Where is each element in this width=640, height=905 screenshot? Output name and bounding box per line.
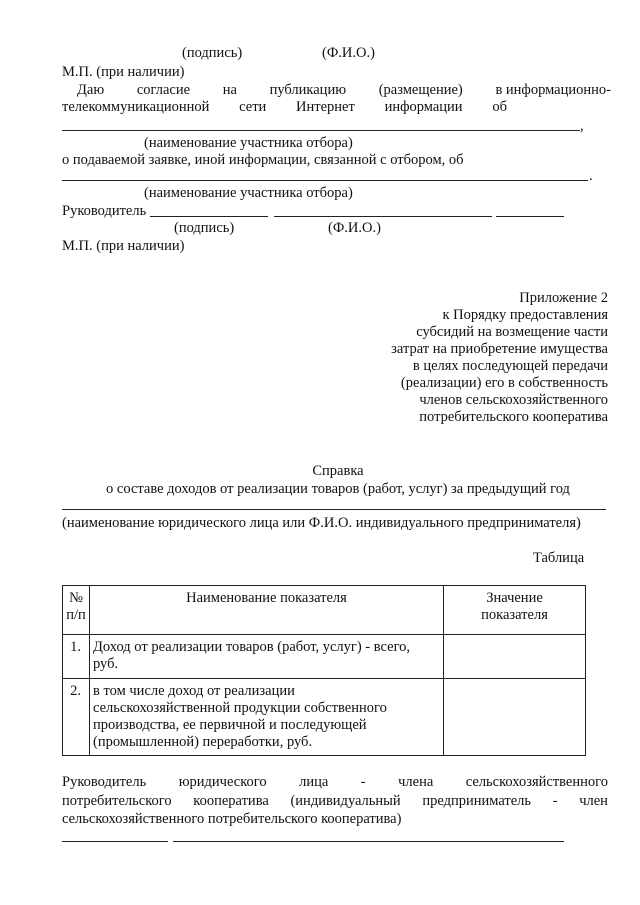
row-name: Доход от реализации товаров (работ, услуг) - всего, руб. [90, 635, 444, 679]
appendix-line: (реализации) его в собственность [400, 375, 608, 391]
row-number: 2. [63, 679, 90, 756]
header-indicator-value: Значение показателя [444, 586, 586, 635]
appendix-line: к Порядку предоставления [442, 307, 608, 323]
header-number: № п/п [63, 586, 90, 635]
income-table [62, 585, 586, 756]
seal-label-2: М.П. (при наличии) [62, 238, 185, 254]
appendix-line: Приложение 2 [519, 290, 608, 306]
consent-line-1: Даю согласие на публикацию (размещение) в информационно- [77, 82, 611, 98]
row-value [444, 635, 586, 679]
table-row [63, 635, 586, 679]
head-signature-line [150, 216, 268, 217]
comma: , [580, 118, 584, 134]
participant-name-label: (наименование участника отбора) [144, 135, 353, 151]
footer-line-1: Руководитель юридического лица - члена сельскохозяйственного [62, 774, 608, 790]
signature-label-2: (подпись) [174, 220, 235, 236]
head-extra-line [496, 216, 564, 217]
consent-line-2: телекоммуникационной сети Интернет информации об [62, 99, 507, 115]
participant-name-line-2 [62, 180, 588, 181]
footer-fio-line [173, 841, 564, 842]
appendix-line: потребительского кооператива [419, 409, 608, 425]
table-label: Таблица [533, 550, 585, 566]
appendix-line: в целях последующей передачи [412, 358, 608, 374]
seal-label: М.П. (при наличии) [62, 64, 185, 80]
certificate-title: Справка [312, 463, 364, 479]
row-number: 1. [63, 635, 90, 679]
head-label: Руководитель [62, 203, 147, 219]
head-fio-line [274, 216, 492, 217]
footer-signature-line [62, 841, 168, 842]
appendix-line: субсидий на возмещение части [416, 324, 608, 340]
signature-label: (подпись) [182, 45, 243, 61]
row-name: в том числе доход от реализации сельскохозяйственной продукции собственного производства, ее первичной и последующей (промышленной) переработки, руб. [90, 679, 444, 756]
footer-line-3: сельскохозяйственного потребительского кооператива) [62, 811, 402, 827]
period: . [589, 168, 593, 184]
row-value [444, 679, 586, 756]
footer-line-2: потребительского кооператива (индивидуальный предприниматель - член [62, 793, 608, 809]
participant-name-line [62, 130, 580, 131]
table-row [63, 679, 586, 756]
table-header-row [63, 586, 586, 635]
submitted-application-text: о подаваемой заявке, иной информации, связанной с отбором, об [62, 152, 464, 168]
appendix-line: членов сельскохозяйственного [419, 392, 608, 408]
header-indicator-name: Наименование показателя [90, 586, 444, 635]
participant-name-label-2: (наименование участника отбора) [144, 185, 353, 201]
entity-name-line [62, 509, 606, 510]
appendix-line: затрат на приобретение имущества [391, 341, 608, 357]
fio-label: (Ф.И.О.) [322, 45, 375, 61]
fio-label-2: (Ф.И.О.) [328, 220, 381, 236]
entity-name-label: (наименование юридического лица или Ф.И.О. индивидуального предпринимателя) [62, 515, 581, 531]
certificate-subtitle: о составе доходов от реализации товаров (работ, услуг) за предыдущий год [106, 481, 570, 497]
